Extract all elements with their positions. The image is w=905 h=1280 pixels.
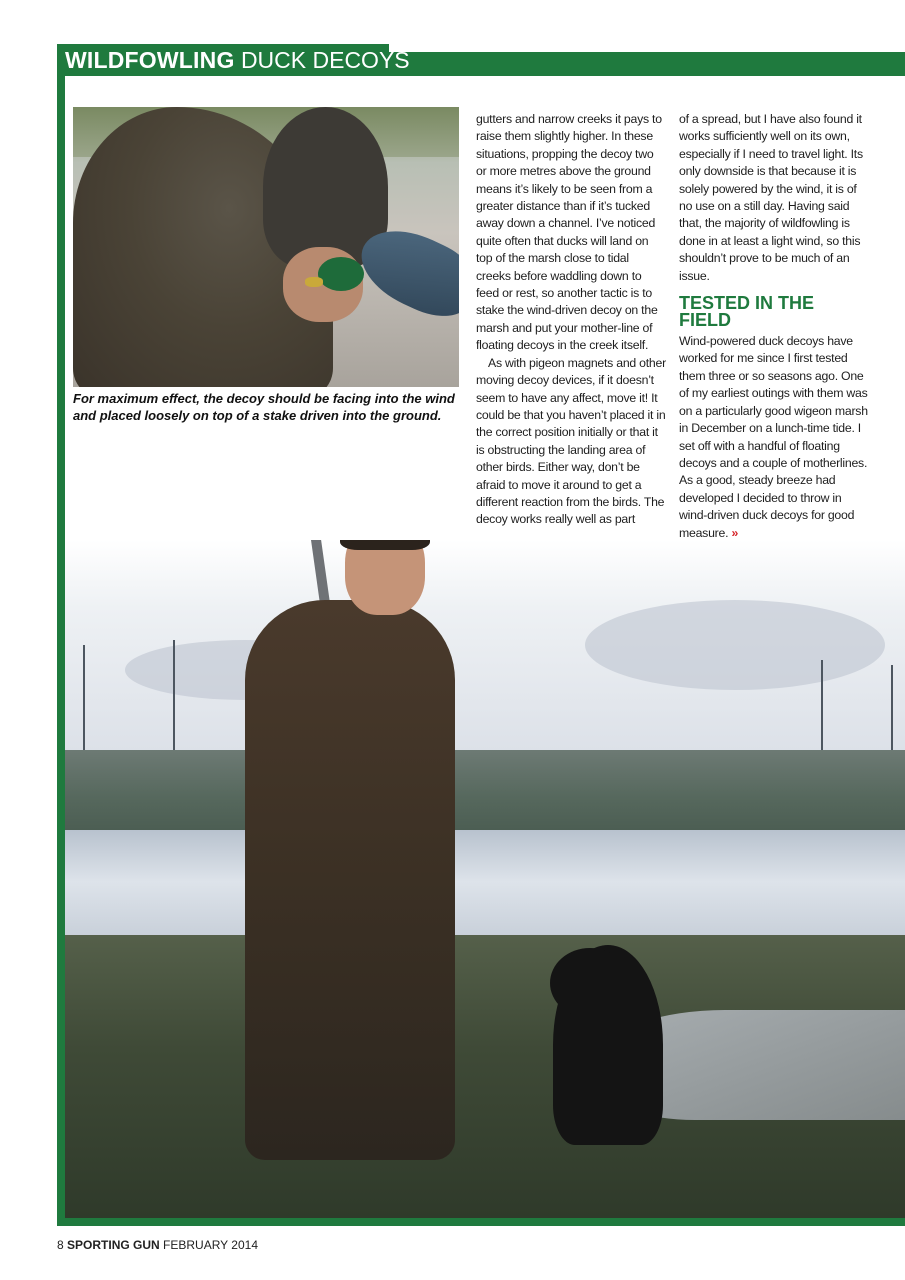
- page-footer: [57, 1238, 258, 1252]
- hunter-head: [345, 540, 425, 615]
- hunter-figure: [245, 600, 455, 1160]
- issue-date: FEBRUARY 2014: [163, 1238, 258, 1252]
- pylon: [83, 645, 85, 760]
- cloud: [585, 600, 885, 690]
- photo-man-with-decoy: [73, 107, 459, 387]
- pylon: [891, 665, 893, 760]
- section-title-tab: [57, 44, 410, 76]
- section-title-light: DUCK DECOYS: [240, 47, 410, 73]
- paragraph: As with pigeon magnets and other moving decoy devices, if it doesn’t seem to have any affect, move it! It could be that you haven’t placed it in the correct position initially or that it is obstructing the landing area of other birds. Either way, don’t be afraid to move it around to get a different reaction from the birds. The decoy works really well as part: [476, 355, 666, 527]
- page-number: 8: [57, 1238, 64, 1252]
- photo-caption: For maximum effect, the decoy should be facing into the wind and placed loosely on top of a stake driven into the ground.: [73, 391, 455, 423]
- magazine-name: SPORTING GUN: [67, 1238, 160, 1252]
- end-of-article-icon: »: [731, 525, 739, 540]
- paragraph: [679, 333, 869, 542]
- header-rule: [387, 52, 905, 76]
- dog-head: [550, 948, 630, 1018]
- section-title-bold: WILDFOWLING: [65, 47, 235, 73]
- text-column-2: [476, 111, 666, 529]
- main-photo-hunter-with-dog: [65, 540, 905, 1218]
- treeline: [65, 750, 905, 830]
- text-column-3: [679, 111, 869, 542]
- section-header: [57, 44, 905, 76]
- pylon: [173, 640, 175, 760]
- subheading: TESTED IN THE FIELD: [679, 293, 815, 331]
- hunter-hair: [340, 540, 430, 550]
- paragraph: of a spread, but I have also found it works sufficiently well on its own, especially if I need to travel light. Its only downside is that because it is solely powered by the wind, it is of no use on a still day. Having said that, the majority of wildfowling is done in at least a light wind, so this shouldn’t prove to be much of an issue.: [679, 112, 863, 283]
- paragraph: gutters and narrow creeks it pays to raise them slightly higher. In these situations, propping the decoy two or more metres above the ground means it’s likely to be seen from a greater distance than if it’s tucked away down a channel. I’ve noticed quite often that ducks will land on top of the marsh close to tidal creeks before waddling down to feed or rest, so another tactic is to stake the wind-driven decoy on the marsh and put your mother-line of floating decoys in the creek itself.: [476, 112, 662, 353]
- paragraph-text: Wind-powered duck decoys have worked for me since I first tested them three or so seasons ago. One of my earliest outings with them was on a particularly good wigeon marsh in December on a lunch-time tide. I set off with a handful of floating decoys and a couple of motherlines. As a good, steady breeze had developed I decided to throw in wind-driven duck decoys for good measure.: [679, 334, 868, 540]
- pylon: [821, 660, 823, 760]
- water: [65, 830, 905, 945]
- decoy-bill: [305, 277, 323, 287]
- page-frame-left: [57, 76, 65, 1226]
- page-frame-bottom: [57, 1218, 905, 1226]
- decoy-head: [318, 257, 364, 291]
